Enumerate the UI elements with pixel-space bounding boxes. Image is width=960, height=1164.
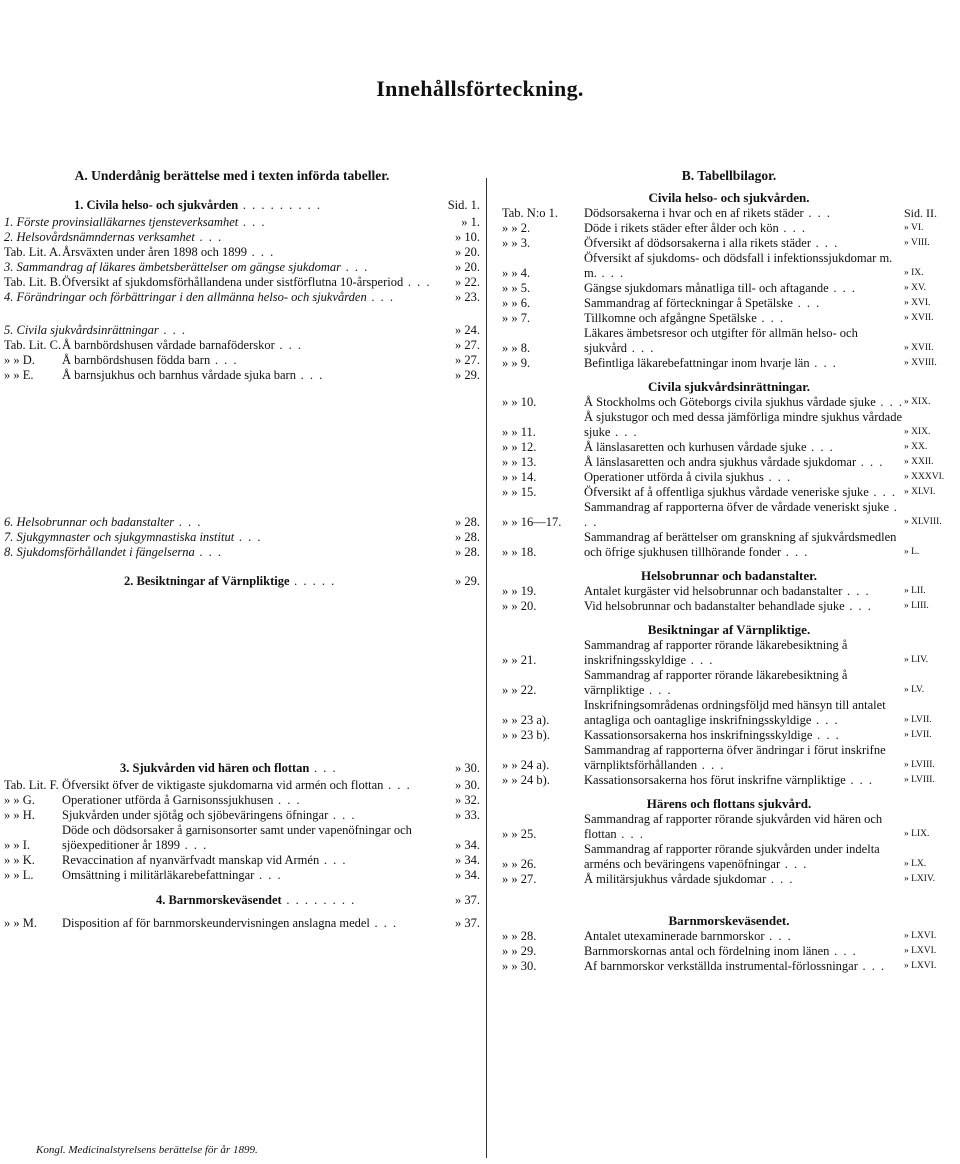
entry-page-ref: » 28.	[455, 545, 480, 559]
toc-entry: » » 12. Å länslasaretten och kurhusen vårdade sjuke . . . » XX.	[502, 440, 956, 455]
toc-entry: » » 20. Vid helsobrunnar och badanstalter behandlade sjuke . . . » LIII.	[502, 599, 956, 614]
entry-label: » » 12.	[502, 440, 537, 454]
toc-entry: » » 21. Sammandrag af rapporter rörande läkarebesiktning å inskrifningsskyldige . . . » LIV.	[502, 638, 956, 668]
entry-text: Sammandrag af berättelser om granskning af sjukvårdsmedlen och öfrige sjukhusen tillhörande fonder	[584, 530, 897, 559]
toc-entry: » » 11. Å sjukstugor och med dessa jämförliga mindre sjukhus vårdade sjuke . . . » XIX.	[502, 410, 956, 440]
entry-label: » » 16—17.	[502, 515, 562, 529]
entry-page-ref: » XVII.	[904, 343, 934, 353]
group-entries	[502, 638, 956, 788]
entry-text: Tillkomne och afgångne Spetälske	[584, 311, 757, 325]
toc-entry: » » K. Revaccination af nyanvärfvadt manskap vid Armén . . . » 34.	[4, 853, 480, 867]
toc-entry: » » 6. Sammandrag af förteckningar å Spetälske . . . » XVI.	[502, 296, 956, 311]
entry-page-ref: » 20.	[455, 260, 480, 274]
toc-entry: 6. Helsobrunnar och badanstalter . . . » 28.	[4, 515, 480, 529]
toc-entry: » » 16—17. Sammandrag af rapporterna öfver de vårdade veneriskt sjuke . . . » XLVIII.	[502, 500, 956, 530]
entry-page-ref: » IX.	[904, 268, 924, 278]
entry-text: Öfversikt öfver de viktigaste sjukdomarna vid armén och flottan	[62, 778, 384, 792]
entry-page-ref: » LVIII.	[904, 760, 935, 770]
entry-page-ref: » VI.	[904, 223, 924, 233]
entry-label: » » 7.	[502, 311, 531, 325]
entry-page-ref: » 33.	[455, 808, 480, 822]
entry-text: Å sjukstugor och med dessa jämförliga mindre sjukhus vårdade sjuke	[584, 410, 902, 439]
column-divider	[486, 178, 487, 1158]
left-list-b	[4, 323, 480, 383]
entry-text: 2. Helsovårdsnämndernas verksamhet	[4, 230, 195, 244]
toc-entry: » » H. Sjukvården under sjötåg och sjöbeväringens öfningar . . . » 33.	[4, 808, 480, 822]
entry-page-ref: » LIV.	[904, 655, 929, 665]
toc-entry: » » 7. Tillkomne och afgångne Spetälske . . . » XVII.	[502, 311, 956, 326]
entry-text: Omsättning i militärläkarebefattningar	[62, 868, 255, 882]
entry-label: » » 21.	[502, 653, 537, 667]
entry-page-ref: » LXVI.	[904, 946, 937, 956]
entry-page-ref: » XIX.	[904, 397, 931, 407]
entry-label: » » 18.	[502, 545, 537, 559]
entry-label: » » 6.	[502, 296, 531, 310]
left-list-d	[4, 778, 480, 883]
section-3-heading: 3. Sjukvården vid hären och flottan . . . » 30.	[120, 761, 480, 775]
entry-text: Öfversikt af å offentliga sjukhus vårdade veneriske sjuke	[584, 485, 869, 499]
entry-label: » » 25.	[502, 827, 537, 841]
entry-text: 1. Förste provinsialläkarnes tjensteverksamhet	[4, 215, 239, 229]
group-entries	[502, 206, 956, 371]
toc-entry: Tab. N:o 1. Dödsorsakerna i hvar och en af rikets städer . . . Sid. II.	[502, 206, 956, 221]
entry-label: » » L.	[4, 868, 34, 882]
entry-page-ref: » 1.	[461, 215, 480, 229]
group-heading: Civila helso- och sjukvården.	[648, 190, 810, 205]
entry-text: 8. Sjukdomsförhållandet i fängelserna	[4, 545, 195, 559]
left-list-a	[4, 215, 480, 305]
entry-page-ref: » XLVI.	[904, 487, 936, 497]
toc-entry: » » 29. Barnmorskornas antal och fördelning inom länen . . . » LXVI.	[502, 944, 956, 959]
entry-text: 6. Helsobrunnar och badanstalter	[4, 515, 175, 529]
entry-label: » » 26.	[502, 857, 537, 871]
toc-entry: » » 22. Sammandrag af rapporter rörande läkarebesiktning å värnpliktige . . . » LV.	[502, 668, 956, 698]
entry-text: Å Stockholms och Göteborgs civila sjukhus vårdade sjuke	[584, 395, 876, 409]
group-heading: Barnmorskeväsendet.	[668, 913, 790, 928]
entry-label: » » 28.	[502, 929, 537, 943]
entry-page-ref: » 27.	[455, 338, 480, 352]
entry-page-ref: » 20.	[455, 245, 480, 259]
entry-text: Läkares ämbetsresor och utgifter för allmän helso- och sjukvård	[584, 326, 858, 355]
entry-page-ref: » LXVI.	[904, 931, 937, 941]
toc-entry: 3. Sammandrag af läkares ämbetsberättelser om gängse sjukdomar . . . » 20.	[4, 260, 480, 274]
entry-text: Barnmorskornas antal och fördelning inom länen	[584, 944, 830, 958]
toc-entry: 5. Civila sjukvårdsinrättningar . . . » 24.	[4, 323, 480, 337]
entry-text: Å länslasaretten och andra sjukhus vårdade sjukdomar	[584, 455, 857, 469]
entry-page-ref: » XXXVI.	[904, 472, 945, 482]
entry-page-ref: » 34.	[455, 838, 480, 852]
entry-label: » » 23 a).	[502, 713, 550, 727]
entry-page-ref: » 34.	[455, 853, 480, 867]
entry-page-ref: » XXII.	[904, 457, 934, 467]
entry-page-ref: » XVIII.	[904, 358, 937, 368]
entry-label: » » 29.	[502, 944, 537, 958]
entry-label: » » 22.	[502, 683, 537, 697]
toc-entry: » » 18. Sammandrag af berättelser om granskning af sjukvårdsmedlen och öfrige sjukhusen tillhörande fonder . . . » L.	[502, 530, 956, 560]
entry-page-ref: » LVII.	[904, 715, 932, 725]
entry-text: Revaccination af nyanvärfvadt manskap vid Armén	[62, 853, 320, 867]
entry-page-ref: » 28.	[455, 515, 480, 529]
entry-text: Gängse sjukdomars månatliga till- och aftagande	[584, 281, 829, 295]
entry-label: » » 15.	[502, 485, 537, 499]
toc-entry: » » 19. Antalet kurgäster vid helsobrunnar och badanstalter . . . » LII.	[502, 584, 956, 599]
entry-text: Vid helsobrunnar och badanstalter behandlade sjuke	[584, 599, 845, 613]
entry-page-ref: » 23.	[455, 290, 480, 304]
entry-label: Tab. Lit. A.	[4, 245, 62, 259]
toc-entry: » » 27. Å militärsjukhus vårdade sjukdomar . . . » LXIV.	[502, 872, 956, 887]
toc-entry: » » M. Disposition af för barnmorskeundervisningen anslagna medel . . . » 37.	[4, 916, 480, 930]
entry-text: Disposition af för barnmorskeundervisningen anslagna medel	[62, 916, 370, 930]
group-heading: Civila sjukvårdsinrättningar.	[647, 379, 811, 394]
entry-label: » » 24 b).	[502, 773, 550, 787]
entry-label: » » 23 b).	[502, 728, 550, 742]
entry-label: » » K.	[4, 853, 35, 867]
entry-text: Inskrifningsområdenas ordningsföljd med hänsyn till antalet antagliga och oantaglige inskrifningsskyldige	[584, 698, 886, 727]
entry-text: Sammandrag af rapporter rörande sjukvården vid hären och flottan	[584, 812, 883, 841]
toc-entry: » » G. Operationer utförda å Garnisonssjukhusen . . . » 32.	[4, 793, 480, 807]
entry-text: Döde och dödsorsaker å garnisonsorter samt under vapenöfningar och sjöexpeditioner år 1899	[62, 823, 412, 852]
entry-text: Sammandrag af rapporter rörande läkarebesiktning å värnpliktige	[584, 668, 848, 697]
entry-page-ref: » XV.	[904, 283, 926, 293]
left-column-header: A. Underdånig berättelse med i texten införda tabeller.	[74, 168, 390, 183]
entry-page-ref: » 30.	[455, 778, 480, 792]
entry-label: » » 5.	[502, 281, 531, 295]
entry-page-ref: » 37.	[455, 916, 480, 930]
toc-entry: 7. Sjukgymnaster och sjukgymnastiska institut . . . » 28.	[4, 530, 480, 544]
entry-text: Operationer utförda å Garnisonssjukhusen	[62, 793, 274, 807]
entry-label: » » 30.	[502, 959, 537, 973]
group-heading: Besiktningar af Värnpliktige.	[647, 622, 811, 637]
right-column-header: B. Tabellbilagor.	[681, 168, 777, 183]
entry-page-ref: » LV.	[904, 685, 925, 695]
group-heading: Helsobrunnar och badanstalter.	[641, 568, 817, 583]
entry-label: » » 24 a).	[502, 758, 550, 772]
entry-page-ref: » 29.	[455, 368, 480, 382]
toc-entry: » » 24 a). Sammandrag af rapporterna öfver ändringar i förut inskrifne värnpliktsförhållanden . . . » LVIII.	[502, 743, 956, 773]
toc-entry: Tab. Lit. C. Å barnbördshusen vårdade barnaföderskor . . . » 27.	[4, 338, 480, 352]
page-title: Innehållsförteckning.	[376, 76, 584, 101]
entry-page-ref: » LII.	[904, 586, 926, 596]
entry-label: » » 19.	[502, 584, 537, 598]
entry-text: Sammandrag af rapporterna öfver de vårdade veneriskt sjuke	[584, 500, 890, 514]
entry-text: 7. Sjukgymnaster och sjukgymnastiska institut	[4, 530, 235, 544]
entry-label: » » E.	[4, 368, 34, 382]
entry-label: » » 11.	[502, 425, 536, 439]
group-heading: Härens och flottans sjukvård.	[646, 796, 812, 811]
entry-label: » » 9.	[502, 356, 531, 370]
entry-label: » » M.	[4, 916, 37, 930]
entry-text: Sammandrag af förteckningar å Spetälske	[584, 296, 793, 310]
entry-label: » » 27.	[502, 872, 537, 886]
toc-entry: » » 28. Antalet utexaminerade barnmorskor . . . » LXVI.	[502, 929, 956, 944]
entry-text: Döde i rikets städer efter ålder och kön	[584, 221, 779, 235]
entry-page-ref: » LVII.	[904, 730, 932, 740]
entry-text: Öfversikt af sjukdomsförhållandena under sistförflutna 10-årsperiod	[62, 275, 404, 289]
entry-page-ref: » LXIV.	[904, 874, 935, 884]
entry-label: Tab. Lit. C.	[4, 338, 62, 352]
section-1-heading: 1. Civila helso- och sjukvården . . . . . . . . . Sid. 1.	[74, 198, 480, 212]
toc-entry: » » 15. Öfversikt af å offentliga sjukhus vårdade veneriske sjuke . . . » XLVI.	[502, 485, 956, 500]
entry-text: 5. Civila sjukvårdsinrättningar	[4, 323, 159, 337]
entry-label: Tab. Lit. F.	[4, 778, 59, 792]
entry-text: Af barnmorskor verkställda instrumental-förlossningar	[584, 959, 858, 973]
entry-page-ref: » LIII.	[904, 601, 929, 611]
left-list-c	[4, 515, 480, 560]
entry-page-ref: » XVI.	[904, 298, 931, 308]
entry-label: » » H.	[4, 808, 35, 822]
toc-entry: Tab. Lit. B. Öfversikt af sjukdomsförhållandena under sistförflutna 10-årsperiod . . . » 22.	[4, 275, 480, 289]
entry-text: 4. Förändringar och förbättringar i den allmänna helso- och sjukvården	[4, 290, 367, 304]
entry-label: » » 13.	[502, 455, 537, 469]
entry-page-ref: » 32.	[455, 793, 480, 807]
entry-page-ref: Sid. II.	[904, 206, 937, 220]
entry-page-ref: » 34.	[455, 868, 480, 882]
entry-page-ref: » 24.	[455, 323, 480, 337]
entry-label: » » 2.	[502, 221, 531, 235]
group-entries	[502, 812, 956, 887]
entry-page-ref: » 27.	[455, 353, 480, 367]
entry-label: » » 14.	[502, 470, 537, 484]
toc-entry: Tab. Lit. A. Årsväxten under åren 1898 och 1899 . . . » 20.	[4, 245, 480, 259]
footer-note: Kongl. Medicinalstyrelsens berättelse för år 1899.	[36, 1144, 258, 1156]
entry-label: Tab. Lit. B.	[4, 275, 62, 289]
toc-entry: 8. Sjukdomsförhållandet i fängelserna . . . » 28.	[4, 545, 480, 559]
section-2-heading: 2. Besiktningar af Värnpliktige . . . . . » 29.	[124, 574, 480, 588]
entry-page-ref: » LIX.	[904, 829, 930, 839]
toc-entry: » » E. Å barnsjukhus och barnhus vårdade sjuka barn . . . » 29.	[4, 368, 480, 382]
toc-entry: » » 23 b). Kassationsorsakerna hos inskrifningsskyldige . . . » LVII.	[502, 728, 956, 743]
toc-entry: » » L. Omsättning i militärläkarebefattningar . . . » 34.	[4, 868, 480, 882]
section-4-heading: 4. Barnmorskeväsendet . . . . . . . . » 37.	[156, 893, 480, 907]
toc-entry: » » 2. Döde i rikets städer efter ålder och kön . . . » VI.	[502, 221, 956, 236]
entry-text: Antalet kurgäster vid helsobrunnar och badanstalter	[584, 584, 843, 598]
entry-page-ref: » 22.	[455, 275, 480, 289]
toc-entry: » » 10. Å Stockholms och Göteborgs civila sjukhus vårdade sjuke . . . » XIX.	[502, 395, 956, 410]
toc-entry: » » 8. Läkares ämbetsresor och utgifter för allmän helso- och sjukvård . . . » XVII.	[502, 326, 956, 356]
toc-entry: » » 14. Operationer utförda å civila sjukhus . . . » XXXVI.	[502, 470, 956, 485]
toc-entry: » » 4. Öfversikt af sjukdoms- och dödsfall i infektionssjukdomar m. m. . . . » IX.	[502, 251, 956, 281]
toc-entry: Tab. Lit. F. Öfversikt öfver de viktigaste sjukdomarna vid armén och flottan . . . » 30.	[4, 778, 480, 792]
entry-page-ref: » XLVIII.	[904, 517, 942, 527]
entry-text: Kassationsorsakerna hos inskrifningsskyldige	[584, 728, 813, 742]
entry-text: Å länslasaretten och kurhusen vårdade sjuke	[584, 440, 807, 454]
entry-text: Dödsorsakerna i hvar och en af rikets städer	[584, 206, 804, 220]
left-list-e	[4, 916, 480, 931]
entry-page-ref: » XVII.	[904, 313, 934, 323]
entry-page-ref: » LVIII.	[904, 775, 935, 785]
entry-page-ref: » LXVI.	[904, 961, 937, 971]
entry-text: Antalet utexaminerade barnmorskor	[584, 929, 765, 943]
entry-label: » » D.	[4, 353, 35, 367]
entry-text: Å barnbördshusen vårdade barnaföderskor	[62, 338, 275, 352]
toc-entry: 2. Helsovårdsnämndernas verksamhet . . . » 10.	[4, 230, 480, 244]
entry-page-ref: » 28.	[455, 530, 480, 544]
entry-text: Årsväxten under åren 1898 och 1899	[62, 245, 248, 259]
entry-label: » » 10.	[502, 395, 537, 409]
right-column	[502, 168, 956, 974]
toc-entry: » » 3. Öfversikt af dödsorsakerna i alla rikets städer . . . » VIII.	[502, 236, 956, 251]
toc-entry: » » 25. Sammandrag af rapporter rörande sjukvården vid hären och flottan . . . » LIX.	[502, 812, 956, 842]
entry-text: Sammandrag af rapporterna öfver ändringar i förut inskrifne värnpliktsförhållanden	[584, 743, 886, 772]
group-entries	[502, 929, 956, 974]
toc-entry: » » D. Å barnbördshusen födda barn . . . » 27.	[4, 353, 480, 367]
entry-label: » » I.	[4, 838, 31, 852]
toc-entry: » » 23 a). Inskrifningsområdenas ordningsföljd med hänsyn till antalet antagliga och oantaglige inskrifningsskyldige . . . » LVII.	[502, 698, 956, 728]
toc-entry: » » I. Döde och dödsorsaker å garnisonsorter samt under vapenöfningar och sjöexpeditioner år 1899 . . . » 34.	[4, 823, 480, 852]
toc-entry: » » 13. Å länslasaretten och andra sjukhus vårdade sjukdomar . . . » XXII.	[502, 455, 956, 470]
entry-page-ref: » XX.	[904, 442, 928, 452]
entry-text: Sjukvården under sjötåg och sjöbeväringens öfningar	[62, 808, 329, 822]
entry-page-ref: » VIII.	[904, 238, 930, 248]
right-groups	[502, 190, 956, 974]
entry-text: Å barnbördshusen födda barn	[62, 353, 211, 367]
entry-label: » » G.	[4, 793, 35, 807]
entry-text: Kassationsorsakerna hos förut inskrifne värnpliktige	[584, 773, 846, 787]
toc-entry: » » 24 b). Kassationsorsakerna hos förut inskrifne värnpliktige . . . » LVIII.	[502, 773, 956, 788]
toc-entry: » » 9. Befintliga läkarebefattningar inom hvarje län . . . » XVIII.	[502, 356, 956, 371]
entry-text: Öfversikt af sjukdoms- och dödsfall i infektionssjukdomar m. m.	[584, 251, 893, 280]
left-column	[4, 168, 480, 931]
entry-label: » » 3.	[502, 236, 531, 250]
entry-label: Tab. N:o 1.	[502, 206, 559, 220]
entry-label: » » 8.	[502, 341, 531, 355]
entry-text: Öfversikt af dödsorsakerna i alla rikets städer	[584, 236, 812, 250]
entry-text: Å barnsjukhus och barnhus vårdade sjuka barn	[62, 368, 296, 382]
entry-text: 3. Sammandrag af läkares ämbetsberättelser om gängse sjukdomar	[4, 260, 342, 274]
toc-entry: 4. Förändringar och förbättringar i den allmänna helso- och sjukvården . . . » 23.	[4, 290, 480, 304]
entry-page-ref: » LX.	[904, 859, 927, 869]
entry-text: Sammandrag af rapporter rörande sjukvården under indelta arméns och beväringens vapenöfningar	[584, 842, 880, 871]
toc-entry: » » 5. Gängse sjukdomars månatliga till- och aftagande . . . » XV.	[502, 281, 956, 296]
entry-page-ref: » XIX.	[904, 427, 931, 437]
entry-label: » » 4.	[502, 266, 531, 280]
entry-text: Operationer utförda å civila sjukhus	[584, 470, 764, 484]
toc-entry: 1. Förste provinsialläkarnes tjensteverksamhet . . . » 1.	[4, 215, 480, 229]
toc-entry: » » 26. Sammandrag af rapporter rörande sjukvården under indelta arméns och beväringens vapenöfningar . . . » LX.	[502, 842, 956, 872]
entry-page-ref: » 10.	[455, 230, 480, 244]
group-entries	[502, 584, 956, 614]
entry-label: » » 20.	[502, 599, 537, 613]
entry-text: Sammandrag af rapporter rörande läkarebesiktning å inskrifningsskyldige	[584, 638, 848, 667]
entry-text: Å militärsjukhus vårdade sjukdomar	[584, 872, 767, 886]
entry-page-ref: » L.	[904, 547, 920, 557]
entry-text: Befintliga läkarebefattningar inom hvarje län	[584, 356, 810, 370]
group-entries	[502, 395, 956, 560]
toc-entry: » » 30. Af barnmorskor verkställda instrumental-förlossningar . . . » LXVI.	[502, 959, 956, 974]
